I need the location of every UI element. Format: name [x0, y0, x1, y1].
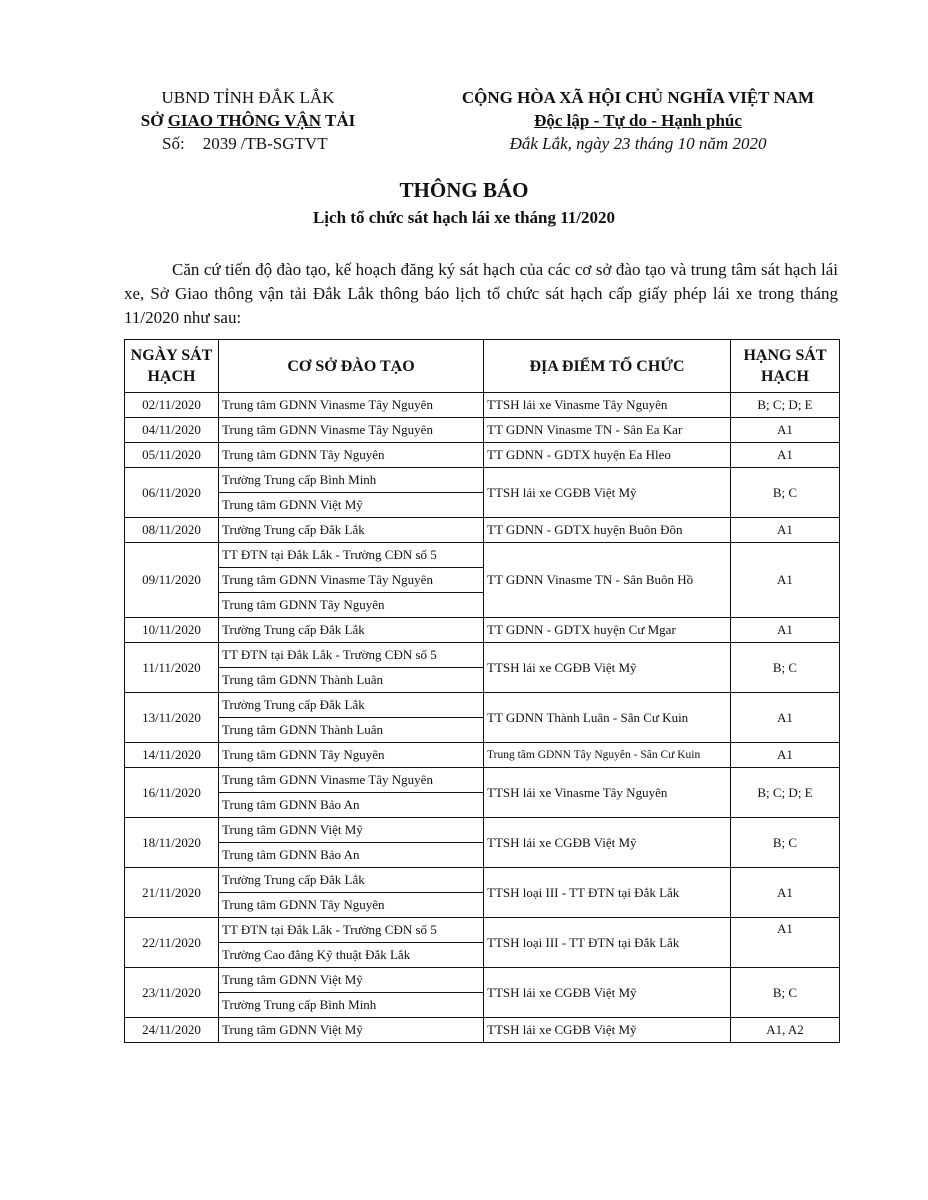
cell-grade: A1: [731, 418, 840, 443]
cell-school: Trung tâm GDNN Vinasme Tây Nguyên: [219, 568, 484, 593]
date-suffix: tháng 10 năm 2020: [630, 134, 767, 153]
cell-school: TT ĐTN tại Đắk Lắk - Trường CĐN số 5: [219, 543, 484, 568]
header-school: CƠ SỞ ĐÀO TẠO: [219, 340, 484, 393]
cell-grade: A1, A2: [731, 1018, 840, 1043]
issuer-block: [118, 86, 378, 155]
table-row: [125, 518, 840, 543]
document-number: [118, 132, 378, 155]
cell-place: TT GDNN Vinasme TN - Sân Buôn Hồ: [484, 543, 731, 618]
agency-prefix: SỞ: [140, 111, 168, 130]
cell-school: Trung tâm GDNN Việt Mỹ: [219, 818, 484, 843]
agency-name: [118, 109, 378, 132]
table-row: [125, 968, 840, 993]
cell-school: Trường Trung cấp Đắk Lắk: [219, 693, 484, 718]
cell-grade: A1: [731, 693, 840, 743]
cell-place: TT GDNN Vinasme TN - Sân Ea Kar: [484, 418, 731, 443]
cell-school: Trung tâm GDNN Tây Nguyên: [219, 443, 484, 468]
cell-date: 16/11/2020: [125, 768, 219, 818]
cell-school: Trường Trung cấp Đắk Lắk: [219, 518, 484, 543]
cell-grade: A1: [731, 918, 840, 968]
table-row: [125, 543, 840, 568]
national-motto: Độc lập - Tự do - Hạnh phúc: [534, 111, 742, 130]
cell-grade: B; C: [731, 818, 840, 868]
table-row: [125, 918, 840, 943]
table-row: [125, 818, 840, 843]
cell-school: Trung tâm GDNN Việt Mỹ: [219, 1018, 484, 1043]
cell-grade: B; C: [731, 643, 840, 693]
agency-underlined: GIAO THÔNG VẬN: [167, 111, 322, 130]
cell-place: TTSH lái xe CGĐB Việt Mỹ: [484, 968, 731, 1018]
header-date: NGÀY SÁT HẠCH: [125, 340, 219, 393]
cell-place: TTSH lái xe CGĐB Việt Mỹ: [484, 643, 731, 693]
cell-date: 05/11/2020: [125, 443, 219, 468]
cell-grade: A1: [731, 443, 840, 468]
cell-date: 10/11/2020: [125, 618, 219, 643]
doc-no-label: Số:: [162, 134, 185, 153]
table-row: [125, 618, 840, 643]
table-row: [125, 468, 840, 493]
cell-place: TT GDNN Thành Luân - Sân Cư Kuin: [484, 693, 731, 743]
intro-paragraph: Căn cứ tiến độ đào tạo, kế hoạch đăng ký sát hạch của các cơ sở đào tạo và trung tâm sát hạch lái xe, Sở Giao thông vận tải Đắk Lắk thông báo lịch tổ chức sát hạch cấp giấy phép lái xe trong tháng 11/2020 như sau:: [124, 260, 838, 327]
header-place: ĐỊA ĐIỂM TỔ CHỨC: [484, 340, 731, 393]
table-row: [125, 868, 840, 893]
place-date: [428, 132, 848, 155]
cell-place: Trung tâm GDNN Tây Nguyên - Sân Cư Kuin: [484, 743, 731, 768]
table-header-row: [125, 340, 840, 393]
date-prefix: Đắk Lắk, ngày: [509, 134, 614, 153]
cell-date: 02/11/2020: [125, 393, 219, 418]
authority-name: UBND TỈNH ĐẮK LẮK: [161, 88, 335, 107]
cell-date: 11/11/2020: [125, 643, 219, 693]
table-row: [125, 643, 840, 668]
national-header: [428, 86, 848, 155]
cell-school: Trường Trung cấp Bình Minh: [219, 993, 484, 1018]
cell-grade: A1: [731, 618, 840, 643]
cell-date: 08/11/2020: [125, 518, 219, 543]
cell-date: 23/11/2020: [125, 968, 219, 1018]
cell-school: Trung tâm GDNN Tây Nguyên: [219, 743, 484, 768]
nation-name: CỘNG HÒA XÃ HỘI CHỦ NGHĨA VIỆT NAM: [461, 88, 815, 107]
cell-school: Trường Trung cấp Bình Minh: [219, 468, 484, 493]
doc-no-suffix: /TB-SGTVT: [240, 134, 328, 153]
cell-school: Trung tâm GDNN Vinasme Tây Nguyên: [219, 393, 484, 418]
cell-place: TT GDNN - GDTX huyện Buôn Đôn: [484, 518, 731, 543]
cell-school: Trung tâm GDNN Bảo An: [219, 793, 484, 818]
cell-grade: A1: [731, 743, 840, 768]
cell-grade: B; C: [731, 968, 840, 1018]
cell-place: TTSH lái xe CGĐB Việt Mỹ: [484, 818, 731, 868]
table-row: [125, 443, 840, 468]
cell-place: TT GDNN - GDTX huyện Ea Hleo: [484, 443, 731, 468]
cell-place: TT GDNN - GDTX huyện Cư Mgar: [484, 618, 731, 643]
cell-date: 14/11/2020: [125, 743, 219, 768]
cell-place: TTSH loại III - TT ĐTN tại Đắk Lắk: [484, 918, 731, 968]
table-row: [125, 418, 840, 443]
cell-school: Trường Cao đẳng Kỹ thuật Đắk Lắk: [219, 943, 484, 968]
cell-school: Trung tâm GDNN Bảo An: [219, 843, 484, 868]
cell-date: 06/11/2020: [125, 468, 219, 518]
cell-date: 18/11/2020: [125, 818, 219, 868]
cell-date: 09/11/2020: [125, 543, 219, 618]
cell-school: Trung tâm GDNN Tây Nguyên: [219, 593, 484, 618]
table-row: [125, 693, 840, 718]
agency-suffix: TẢI: [321, 111, 356, 130]
table-row: [125, 393, 840, 418]
cell-date: 13/11/2020: [125, 693, 219, 743]
header-grade: HẠNG SÁT HẠCH: [731, 340, 840, 393]
document-subtitle: Lịch tổ chức sát hạch lái xe tháng 11/2020: [312, 208, 616, 227]
cell-date: 04/11/2020: [125, 418, 219, 443]
cell-school: Trung tâm GDNN Thành Luân: [219, 668, 484, 693]
document-title: THÔNG BÁO: [399, 178, 529, 202]
cell-school: Trung tâm GDNN Tây Nguyên: [219, 893, 484, 918]
cell-date: 21/11/2020: [125, 868, 219, 918]
cell-grade: B; C: [731, 468, 840, 518]
cell-grade: B; C; D; E: [731, 768, 840, 818]
cell-grade: A1: [731, 518, 840, 543]
cell-place: TTSH lái xe CGĐB Việt Mỹ: [484, 468, 731, 518]
schedule-body: [125, 393, 840, 1043]
cell-school: TT ĐTN tại Đắk Lắk - Trường CĐN số 5: [219, 918, 484, 943]
table-row: [125, 743, 840, 768]
schedule-table: [124, 339, 840, 1043]
table-row: [125, 1018, 840, 1043]
doc-no-value: 2039: [202, 134, 237, 153]
cell-school: Trung tâm GDNN Việt Mỹ: [219, 968, 484, 993]
table-row: [125, 768, 840, 793]
cell-grade: A1: [731, 543, 840, 618]
cell-school: TT ĐTN tại Đắk Lắk - Trường CĐN số 5: [219, 643, 484, 668]
cell-date: 22/11/2020: [125, 918, 219, 968]
cell-school: Trường Trung cấp Đắk Lắk: [219, 618, 484, 643]
cell-place: TTSH loại III - TT ĐTN tại Đắk Lắk: [484, 868, 731, 918]
cell-school: Trung tâm GDNN Vinasme Tây Nguyên: [219, 768, 484, 793]
cell-date: 24/11/2020: [125, 1018, 219, 1043]
cell-school: Trường Trung cấp Đắk Lắk: [219, 868, 484, 893]
cell-place: TTSH lái xe Vinasme Tây Nguyên: [484, 768, 731, 818]
cell-grade: A1: [731, 868, 840, 918]
cell-school: Trung tâm GDNN Việt Mỹ: [219, 493, 484, 518]
cell-school: Trung tâm GDNN Thành Luân: [219, 718, 484, 743]
cell-place: TTSH lái xe Vinasme Tây Nguyên: [484, 393, 731, 418]
cell-grade: B; C; D; E: [731, 393, 840, 418]
cell-place: TTSH lái xe CGĐB Việt Mỹ: [484, 1018, 731, 1043]
date-day: 23: [613, 134, 631, 153]
cell-school: Trung tâm GDNN Vinasme Tây Nguyên: [219, 418, 484, 443]
